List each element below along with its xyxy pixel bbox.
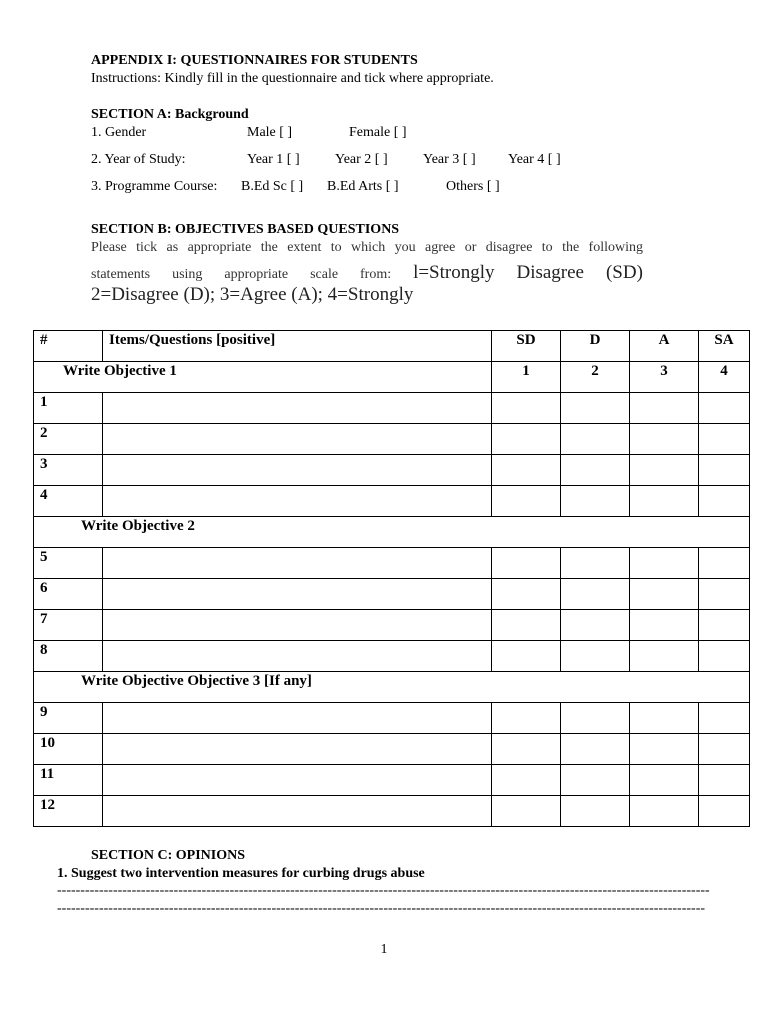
- year-2-option[interactable]: Year 2 [ ]: [335, 152, 388, 167]
- item-question-cell[interactable]: [103, 486, 492, 517]
- item-number: 11: [34, 765, 103, 796]
- tick-cell-sd[interactable]: [492, 610, 561, 641]
- gender-label: 1. Gender: [91, 125, 147, 140]
- header-items: Items/Questions [positive]: [103, 331, 492, 362]
- item-number: 4: [34, 486, 103, 517]
- course-others-option[interactable]: Others [ ]: [446, 179, 500, 194]
- objective1-label: Write Objective 1: [34, 362, 492, 393]
- tick-cell-a[interactable]: [630, 765, 699, 796]
- tick-cell-d[interactable]: [561, 703, 630, 734]
- scale-instruction-line1: Please tick as appropriate the extent to which you agree or disagree to the following: [91, 240, 643, 255]
- item-number: 7: [34, 610, 103, 641]
- tick-cell-a[interactable]: [630, 548, 699, 579]
- tick-cell-a[interactable]: [630, 610, 699, 641]
- tick-cell-d[interactable]: [561, 765, 630, 796]
- tick-cell-sd[interactable]: [492, 765, 561, 796]
- section-b-heading: SECTION B: OBJECTIVES BASED QUESTIONS: [91, 222, 400, 237]
- item-number: 6: [34, 579, 103, 610]
- tick-cell-d[interactable]: [561, 796, 630, 827]
- tick-cell-a[interactable]: [630, 703, 699, 734]
- item-number: 9: [34, 703, 103, 734]
- appendix-title: APPENDIX I: QUESTIONNAIRES FOR STUDENTS: [91, 53, 418, 68]
- course-bed-sc-option[interactable]: B.Ed Sc [ ]: [241, 179, 304, 194]
- scale-instruction-line3: 2=Disagree (D); 3=Agree (A); 4=Strongly: [91, 284, 414, 305]
- tick-cell-d[interactable]: [561, 455, 630, 486]
- item-number: 10: [34, 734, 103, 765]
- table-row: [34, 548, 750, 579]
- tick-cell-a[interactable]: [630, 455, 699, 486]
- answer-line-1[interactable]: --------------------------------------------------------------------------------------------------------------------------------------------: [57, 883, 710, 898]
- table-row: [34, 424, 750, 455]
- questionnaire-table: [33, 330, 750, 827]
- tick-cell-sd[interactable]: [492, 393, 561, 424]
- tick-cell-sa[interactable]: [699, 424, 750, 455]
- item-number: 12: [34, 796, 103, 827]
- tick-cell-sd[interactable]: [492, 486, 561, 517]
- course-label: 3. Programme Course:: [91, 179, 218, 194]
- item-number: 5: [34, 548, 103, 579]
- item-question-cell[interactable]: [103, 393, 492, 424]
- table-row: [34, 734, 750, 765]
- word: statements: [91, 267, 151, 282]
- word: Disagree: [516, 262, 584, 283]
- header-sa: SA: [699, 331, 750, 362]
- tick-cell-sd[interactable]: [492, 455, 561, 486]
- gender-female-option[interactable]: Female [ ]: [349, 125, 407, 140]
- objective2-label: Write Objective 2: [34, 517, 750, 548]
- item-question-cell[interactable]: [103, 703, 492, 734]
- tick-cell-sd[interactable]: [492, 548, 561, 579]
- objective1-row: [34, 362, 750, 393]
- tick-cell-d[interactable]: [561, 424, 630, 455]
- scale-value: 1: [492, 362, 561, 393]
- tick-cell-sa[interactable]: [699, 641, 750, 672]
- tick-cell-a[interactable]: [630, 641, 699, 672]
- tick-cell-d[interactable]: [561, 579, 630, 610]
- tick-cell-a[interactable]: [630, 796, 699, 827]
- tick-cell-d[interactable]: [561, 486, 630, 517]
- scale-instruction-line2: [91, 262, 643, 284]
- table-row: [34, 765, 750, 796]
- tick-cell-d[interactable]: [561, 641, 630, 672]
- item-question-cell[interactable]: [103, 765, 492, 796]
- table-row: [34, 486, 750, 517]
- item-number: 8: [34, 641, 103, 672]
- item-question-cell[interactable]: [103, 579, 492, 610]
- table-row: [34, 796, 750, 827]
- word: appropriate: [224, 267, 289, 282]
- table-row: [34, 455, 750, 486]
- tick-cell-sd[interactable]: [492, 424, 561, 455]
- tick-cell-sa[interactable]: [699, 610, 750, 641]
- section-a-heading: SECTION A: Background: [91, 107, 249, 122]
- year-label: 2. Year of Study:: [91, 152, 186, 167]
- tick-cell-sa[interactable]: [699, 548, 750, 579]
- gender-male-option[interactable]: Male [ ]: [247, 125, 293, 140]
- table-row: [34, 393, 750, 424]
- item-number: 3: [34, 455, 103, 486]
- table-row: [34, 641, 750, 672]
- tick-cell-sa[interactable]: [699, 486, 750, 517]
- tick-cell-sa[interactable]: [699, 796, 750, 827]
- tick-cell-sd[interactable]: [492, 579, 561, 610]
- table-header-row: [34, 331, 750, 362]
- tick-cell-sd[interactable]: [492, 734, 561, 765]
- tick-cell-sa[interactable]: [699, 579, 750, 610]
- word: scale: [310, 267, 339, 282]
- table-row: [34, 703, 750, 734]
- header-d: D: [561, 331, 630, 362]
- tick-cell-sd[interactable]: [492, 641, 561, 672]
- page-number: 1: [380, 942, 388, 957]
- year-1-option[interactable]: Year 1 [ ]: [247, 152, 300, 167]
- scale-value: 2: [561, 362, 630, 393]
- tick-cell-a[interactable]: [630, 393, 699, 424]
- section-c-heading: SECTION C: OPINIONS: [91, 848, 246, 863]
- item-question-cell[interactable]: [103, 424, 492, 455]
- objective3-row: [34, 672, 750, 703]
- scale-value: 4: [699, 362, 750, 393]
- opinion-question-1: 1. Suggest two intervention measures for curbing drugs abuse: [57, 866, 425, 881]
- table-row: [34, 610, 750, 641]
- tick-cell-d[interactable]: [561, 548, 630, 579]
- item-number: 1: [34, 393, 103, 424]
- tick-cell-sa[interactable]: [699, 393, 750, 424]
- item-question-cell[interactable]: [103, 796, 492, 827]
- tick-cell-sd[interactable]: [492, 796, 561, 827]
- item-question-cell[interactable]: [103, 734, 492, 765]
- tick-cell-sa[interactable]: [699, 734, 750, 765]
- word: l=Strongly: [413, 262, 495, 283]
- header-a: A: [630, 331, 699, 362]
- tick-cell-a[interactable]: [630, 486, 699, 517]
- item-question-cell[interactable]: [103, 641, 492, 672]
- item-number: 2: [34, 424, 103, 455]
- tick-cell-a[interactable]: [630, 579, 699, 610]
- item-question-cell[interactable]: [103, 610, 492, 641]
- tick-cell-sa[interactable]: [699, 703, 750, 734]
- objective3-label: Write Objective Objective 3 [If any]: [34, 672, 750, 703]
- instructions: Instructions: Kindly fill in the questionnaire and tick where appropriate.: [91, 71, 494, 86]
- tick-cell-d[interactable]: [561, 734, 630, 765]
- tick-cell-a[interactable]: [630, 424, 699, 455]
- tick-cell-d[interactable]: [561, 393, 630, 424]
- objective2-row: [34, 517, 750, 548]
- header-number: #: [34, 331, 103, 362]
- tick-cell-sa[interactable]: [699, 455, 750, 486]
- tick-cell-a[interactable]: [630, 734, 699, 765]
- word: (SD): [605, 262, 643, 283]
- table-row: [34, 579, 750, 610]
- item-question-cell[interactable]: [103, 455, 492, 486]
- course-bed-arts-option[interactable]: B.Ed Arts [ ]: [327, 179, 399, 194]
- answer-line-2[interactable]: -------------------------------------------------------------------------------------------------------------------------------------------: [57, 901, 706, 916]
- tick-cell-d[interactable]: [561, 610, 630, 641]
- word: using: [172, 267, 203, 282]
- tick-cell-sa[interactable]: [699, 765, 750, 796]
- scale-value: 3: [630, 362, 699, 393]
- year-3-option[interactable]: Year 3 [ ]: [423, 152, 476, 167]
- item-question-cell[interactable]: [103, 548, 492, 579]
- tick-cell-sd[interactable]: [492, 703, 561, 734]
- word: from:: [360, 267, 392, 282]
- header-sd: SD: [492, 331, 561, 362]
- year-4-option[interactable]: Year 4 [ ]: [508, 152, 561, 167]
